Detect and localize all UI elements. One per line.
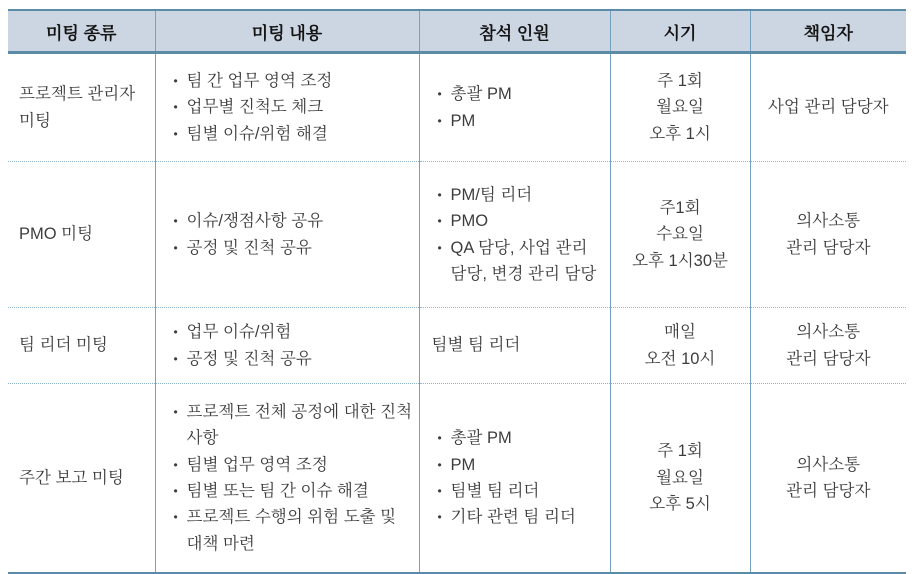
attendee-item — [432, 425, 604, 451]
owner-line-lines — [755, 319, 903, 372]
meeting-type-cell: 주간 보고 미팅 — [19, 468, 124, 487]
attendees-cell — [419, 308, 610, 384]
attendee-item-text: 팀별 팀 리더 — [450, 482, 540, 500]
bullet-icon: • — [437, 457, 442, 472]
owner-line-lines — [755, 208, 903, 261]
bullet-list — [432, 425, 604, 531]
bullet-icon: • — [173, 351, 178, 366]
bullet-list — [432, 182, 604, 288]
table-row — [8, 384, 906, 574]
bullet-list — [168, 319, 413, 372]
meeting-content-cell — [155, 53, 419, 162]
timing-line: 주 1회 — [657, 442, 703, 461]
attendee-item — [432, 504, 604, 530]
content-item — [168, 346, 413, 372]
content-item-text: 공정 및 진척 공유 — [186, 238, 312, 257]
bullet-icon: • — [173, 457, 178, 472]
col-header-attendees: 참석 인원 — [419, 10, 610, 53]
attendee-item — [432, 208, 604, 234]
timing-line: 수요일 — [656, 225, 704, 244]
timing-line: 주1회 — [659, 198, 701, 217]
attendee-item-text: 기타 관련 팀 리더 — [450, 508, 576, 527]
meeting-schedule-table — [8, 9, 906, 574]
timing-line-lines — [615, 68, 746, 147]
content-item — [168, 478, 413, 504]
bullet-list — [432, 81, 604, 134]
attendee-item — [432, 81, 604, 107]
content-item — [168, 399, 413, 452]
bullet-list — [168, 399, 413, 557]
col-header-owner: 책임자 — [750, 10, 906, 53]
table-body — [8, 53, 906, 574]
attendee-item-text: QA 담당, 사업 관리 담당, 변경 관리 담당 — [450, 238, 597, 283]
bullet-icon: • — [173, 510, 178, 525]
bullet-icon: • — [173, 73, 178, 88]
content-item-text: 공정 및 진척 공유 — [186, 349, 312, 368]
content-item-text: 팀별 이슈/위험 해결 — [186, 124, 328, 143]
bullet-icon: • — [437, 87, 442, 102]
attendees-cell — [419, 162, 610, 308]
meeting-type-cell: 프로젝트 관리자 미팅 — [8, 53, 155, 162]
attendee-item-text: 총괄 PM — [450, 85, 512, 104]
owner-cell — [750, 308, 906, 384]
owner-line: 관리 담당자 — [786, 482, 871, 500]
content-item-text: 프로젝트 수행의 위험 도출 및 대책 마련 — [186, 508, 397, 553]
owner-cell — [750, 162, 906, 308]
timing-line: 월요일 — [656, 98, 704, 117]
bullet-icon: • — [173, 240, 178, 255]
timing-cell — [610, 53, 750, 162]
bullet-icon: • — [173, 484, 178, 498]
bullet-list — [168, 208, 413, 261]
timing-line: 오후 5시 — [649, 495, 711, 514]
bullet-icon: • — [173, 325, 178, 340]
owner-cell — [750, 384, 906, 574]
owner-line: 관리 담당자 — [786, 349, 871, 368]
content-item — [168, 504, 413, 557]
content-item-text: 프로젝트 전체 공정에 대한 진척사항 — [186, 402, 413, 448]
content-item-text: 팀 간 업무 영역 조정 — [186, 71, 333, 90]
attendee-item-text: PM — [450, 455, 476, 474]
bullet-icon: • — [173, 126, 178, 141]
attendee-item — [432, 235, 604, 288]
owner-line-lines — [755, 452, 903, 505]
bullet-icon: • — [173, 214, 178, 229]
content-item-text: 팀별 또는 팀 간 이슈 해결 — [186, 482, 369, 500]
bullet-icon: • — [173, 100, 178, 115]
bullet-list — [168, 68, 413, 147]
timing-line: 오후 1시30분 — [632, 251, 728, 270]
timing-line: 매일 — [664, 323, 696, 342]
bullet-icon: • — [437, 187, 442, 202]
bullet-icon: • — [173, 404, 178, 419]
attendee-item — [432, 478, 604, 504]
content-item — [168, 235, 413, 261]
col-header-meeting-content: 미팅 내용 — [155, 10, 419, 53]
content-item-text: 이슈/쟁점사항 공유 — [186, 212, 324, 231]
timing-line-lines — [615, 195, 746, 274]
owner-cell — [750, 53, 906, 162]
timing-line: 주 1회 — [657, 71, 703, 90]
table-row — [8, 308, 906, 384]
timing-line: 월요일 — [656, 468, 704, 487]
header-row — [8, 10, 906, 53]
timing-cell — [610, 308, 750, 384]
attendee-item-text: PMO — [450, 212, 489, 231]
attendee-item — [432, 108, 604, 134]
attendee-item — [432, 182, 604, 208]
bullet-icon: • — [437, 431, 442, 446]
bullet-icon: • — [437, 113, 442, 128]
timing-line-lines — [615, 438, 746, 517]
content-item — [168, 68, 413, 94]
meeting-content-cell — [155, 384, 419, 574]
owner-line: 사업 관리 담당자 — [767, 98, 889, 117]
attendees-cell — [419, 53, 610, 162]
attendee-item-lines — [432, 332, 604, 358]
meeting-type-cell: 팀 리더 미팅 — [8, 308, 155, 384]
owner-line: 의사소통 — [796, 323, 861, 342]
content-item — [168, 452, 413, 478]
owner-line-lines — [755, 94, 903, 120]
col-header-meeting-type: 미팅 종류 — [8, 10, 155, 53]
content-item — [168, 121, 413, 147]
table-row — [8, 162, 906, 308]
bullet-icon: • — [437, 484, 442, 498]
bullet-icon: • — [437, 510, 442, 525]
bullet-icon: • — [437, 240, 442, 255]
meeting-schedule-table-container — [8, 9, 906, 574]
content-item — [168, 208, 413, 234]
meeting-content-cell — [155, 162, 419, 308]
owner-line: 관리 담당자 — [786, 238, 871, 257]
attendee-item-text: 총괄 PM — [450, 429, 512, 448]
owner-line: 의사소통 — [796, 455, 861, 474]
col-header-timing: 시기 — [610, 10, 750, 53]
bullet-icon: • — [437, 214, 442, 229]
content-item-text: 업무별 진척도 체크 — [186, 98, 324, 117]
timing-line: 오전 10시 — [644, 349, 716, 368]
timing-line: 오후 1시 — [649, 124, 711, 143]
content-item-text: 업무 이슈/위험 — [186, 323, 292, 342]
meeting-type-cell: PMO 미팅 — [8, 162, 155, 308]
attendee-item: 팀별 팀 리더 — [431, 336, 521, 355]
content-item — [168, 94, 413, 120]
content-item-text: 팀별 업무 영역 조정 — [186, 455, 328, 474]
timing-line-lines — [615, 319, 746, 372]
attendee-item-text: PM — [450, 111, 476, 130]
meeting-content-cell — [155, 308, 419, 384]
timing-cell — [610, 162, 750, 308]
attendees-cell — [419, 384, 610, 574]
timing-cell — [610, 384, 750, 574]
content-item — [168, 319, 413, 345]
owner-line: 의사소통 — [796, 212, 861, 231]
attendee-item — [432, 452, 604, 478]
attendee-item-text: PM/팀 리더 — [450, 185, 533, 204]
table-row — [8, 53, 906, 162]
